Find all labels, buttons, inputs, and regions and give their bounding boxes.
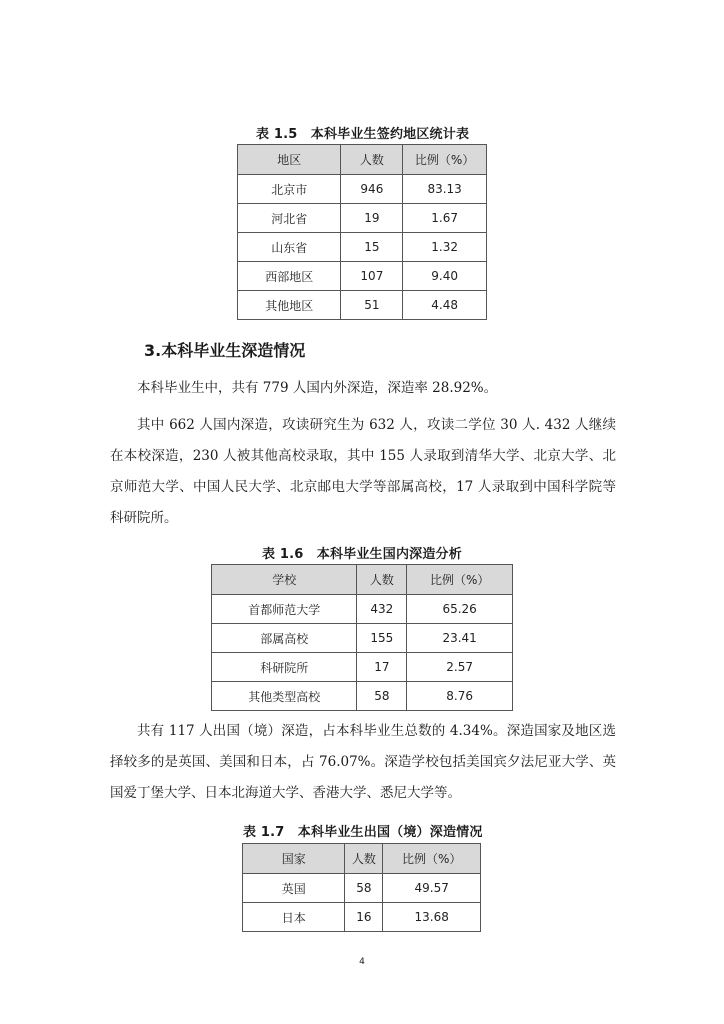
- table-cell: 河北省: [238, 204, 341, 233]
- table-header-cell: 比例（%）: [407, 565, 513, 595]
- table-cell: 155: [357, 624, 407, 653]
- table-cell: 17: [357, 653, 407, 682]
- table-1-7: [242, 843, 481, 932]
- table-row: [212, 595, 513, 624]
- table-row: [212, 624, 513, 653]
- table-cell: 2.57: [407, 653, 513, 682]
- table-row: [212, 653, 513, 682]
- table-cell: 1.67: [403, 204, 487, 233]
- table-cell: 51: [341, 291, 403, 320]
- table-row: [238, 233, 487, 262]
- table-cell: 58: [345, 874, 383, 903]
- table-cell: 其他地区: [238, 291, 341, 320]
- table-cell: 83.13: [403, 175, 487, 204]
- table-cell: 16: [345, 903, 383, 932]
- table-header-cell: 国家: [243, 844, 345, 874]
- table-1-7-caption: 表 1.7 本科毕业生出国（境）深造情况: [243, 825, 483, 840]
- table-cell: 13.68: [383, 903, 481, 932]
- table-cell: 部属高校: [212, 624, 357, 653]
- table-header-cell: 人数: [345, 844, 383, 874]
- table-row: [238, 204, 487, 233]
- table-cell: 日本: [243, 903, 345, 932]
- table-header-cell: 人数: [341, 145, 403, 175]
- paragraph-domestic-study: 其中 662 人国内深造，攻读研究生为 632 人，攻读二学位 30 人. 432 人继续在本校深造，230 人被其他高校录取，其中 155 人录取到清华大学、北京大学、北京师范大学、中国人民大学、北京邮电大学等部属高校，17 人录取到中国科学院等科研院所。: [110, 417, 616, 526]
- table-cell: 山东省: [238, 233, 341, 262]
- table-cell: 科研院所: [212, 653, 357, 682]
- table-cell: 西部地区: [238, 262, 341, 291]
- section-heading: 3.本科毕业生深造情况: [144, 341, 306, 360]
- table-header-cell: 比例（%）: [403, 145, 487, 175]
- table-cell: 432: [357, 595, 407, 624]
- table-cell: 其他类型高校: [212, 682, 357, 711]
- table-header-cell: 学校: [212, 565, 357, 595]
- table-row: [238, 291, 487, 320]
- table-cell: 23.41: [407, 624, 513, 653]
- table-1-5: [237, 144, 487, 320]
- table-cell: 9.40: [403, 262, 487, 291]
- paragraph-overseas-study: 共有 117 人出国（境）深造，占本科毕业生总数的 4.34%。深造国家及地区选择较多的是英国、美国和日本，占 76.07%。深造学校包括美国宾夕法尼亚大学、英国爱丁堡大学、日本北海道大学、香港大学、悉尼大学等。: [110, 723, 616, 801]
- table-1-5-caption: 表 1.5 本科毕业生签约地区统计表: [256, 127, 470, 142]
- table-row: [238, 175, 487, 204]
- table-cell: 北京市: [238, 175, 341, 204]
- table-cell: 49.57: [383, 874, 481, 903]
- table-header-cell: 地区: [238, 145, 341, 175]
- table-cell: 1.32: [403, 233, 487, 262]
- table-cell: 15: [341, 233, 403, 262]
- table-cell: 58: [357, 682, 407, 711]
- table-cell: 65.26: [407, 595, 513, 624]
- table-row: [212, 682, 513, 711]
- table-cell: 107: [341, 262, 403, 291]
- page-number: 4: [359, 957, 365, 967]
- table-cell: 首都师范大学: [212, 595, 357, 624]
- table-1-6: [211, 564, 513, 711]
- table-row: [238, 262, 487, 291]
- table-row: [243, 903, 481, 932]
- table-cell: 英国: [243, 874, 345, 903]
- table-cell: 19: [341, 204, 403, 233]
- table-row: [243, 874, 481, 903]
- table-1-6-caption: 表 1.6 本科毕业生国内深造分析: [262, 547, 462, 562]
- table-header-cell: 人数: [357, 565, 407, 595]
- table-cell: 946: [341, 175, 403, 204]
- table-cell: 4.48: [403, 291, 487, 320]
- paragraph-overview: 本科毕业生中，共有 779 人国内外深造，深造率 28.92%。: [137, 380, 498, 396]
- table-cell: 8.76: [407, 682, 513, 711]
- table-header-cell: 比例（%）: [383, 844, 481, 874]
